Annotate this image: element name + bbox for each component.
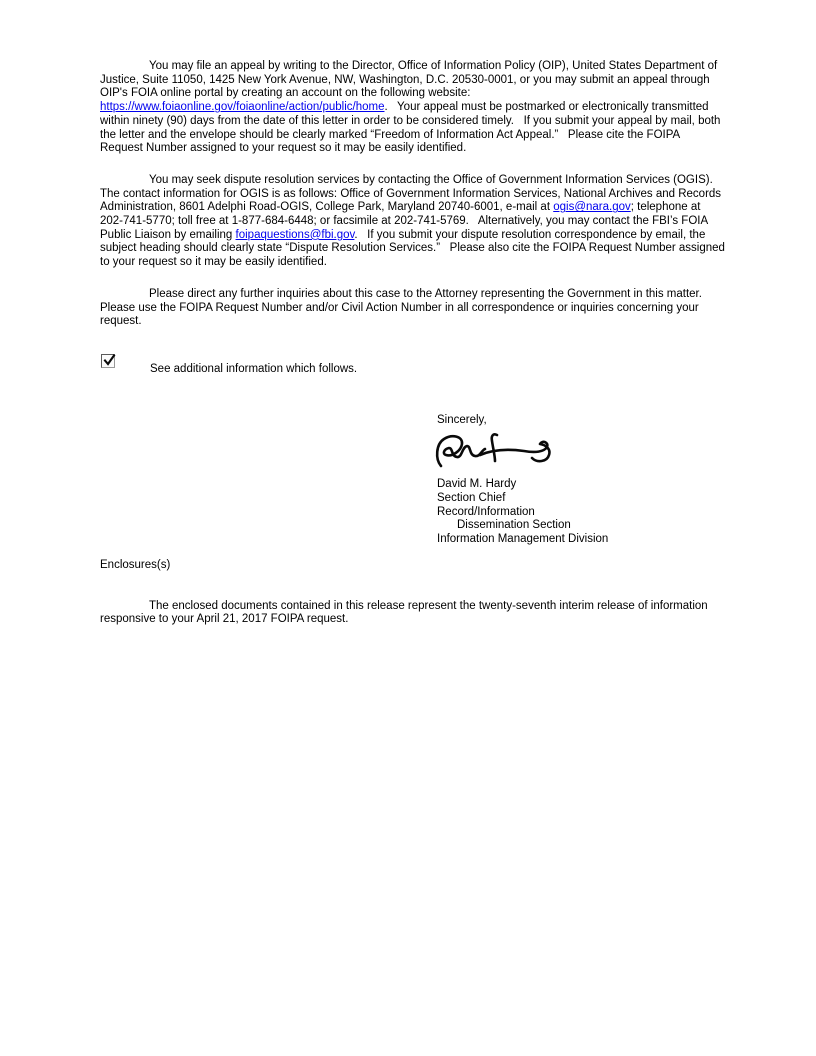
salutation: Sincerely, — [437, 413, 487, 426]
fbi-foipa-email-link[interactable]: foipaquestions@fbi.gov — [235, 228, 355, 241]
closing-block — [437, 414, 725, 547]
dispute-resolution-paragraph: You may seek dispute resolution services by contacting the Office of Government Information Services (OGIS). The contact information for OGIS is as follows: Office of Government Information Services, National Archives and Records Administration, 8601 Adelphi Road-OGIS, College Park, Maryland 20740-6001, e-mail at ogis@nara.gov; telephone at 202-741-5770; toll free at 1-877-684-6448; or facsimile at 202-741-5769. Alternatively, you may contact the FBI’s FOIA Public Liaison by emailing foipaquestions@fbi.gov. If you submit your dispute resolution correspondence by email, the subject heading should clearly state “Dispute Resolution Services.” Please also cite the FOIPA Request Number assigned to your request so it may be easily identified. — [100, 173, 729, 269]
ogis-email-link[interactable]: ogis@nara.gov — [553, 201, 631, 214]
further-inquiries-paragraph: Please direct any further inquiries about this case to the Attorney representing the Government in this matter. Please use the FOIPA Request Number and/or Civil Action Number in all correspondence or inquiries concerning your request. — [100, 287, 712, 328]
interim-release-paragraph: The enclosed documents contained in this release represent the twenty-seventh interim release of information responsive to your April 21, 2017 FOIPA request. — [100, 599, 711, 626]
signer-name: David M. Hardy — [437, 478, 517, 491]
letter-body — [100, 60, 729, 329]
handwritten-signature-icon — [434, 430, 566, 476]
letter-content — [100, 60, 729, 627]
signer-title-line: Dissemination Section — [457, 519, 571, 532]
post-enclosure-section — [100, 600, 725, 627]
signer-title-line: Record/Information — [437, 505, 535, 518]
signer-title-line: Section Chief — [437, 492, 506, 505]
signer-title-line: Information Management Division — [437, 533, 609, 546]
appeal-paragraph: You may file an appeal by writing to the Director, Office of Information Policy (OIP), United States Department of Justice, Suite 11050, 1425 New York Avenue, NW, Washington, D.C. 20530-0001, or you may submit an appeal through OIP's FOIA online portal by creating an account on the following website: https://www.foiaonline.gov/foiaonline/action/public/home. Your appeal must be postmarked or electronically transmitted within ninety (90) days from the date of this letter in order to be considered timely. If you submit your appeal by mail, both the letter and the envelope should be clearly marked “Freedom of Information Act Appeal.” Please cite the FOIPA Request Number assigned to your request so it may be easily identified. — [100, 60, 724, 155]
enclosures-label: Enclosures(s) — [100, 558, 171, 571]
see-additional-info-checkbox[interactable] — [101, 354, 115, 368]
see-additional-info-label: See additional information which follows. — [150, 362, 358, 375]
checkmark-icon — [102, 353, 117, 368]
foiaonline-portal-link[interactable]: https://www.foiaonline.gov/foiaonline/action/public/home — [100, 101, 385, 114]
additional-info-row — [101, 354, 725, 377]
